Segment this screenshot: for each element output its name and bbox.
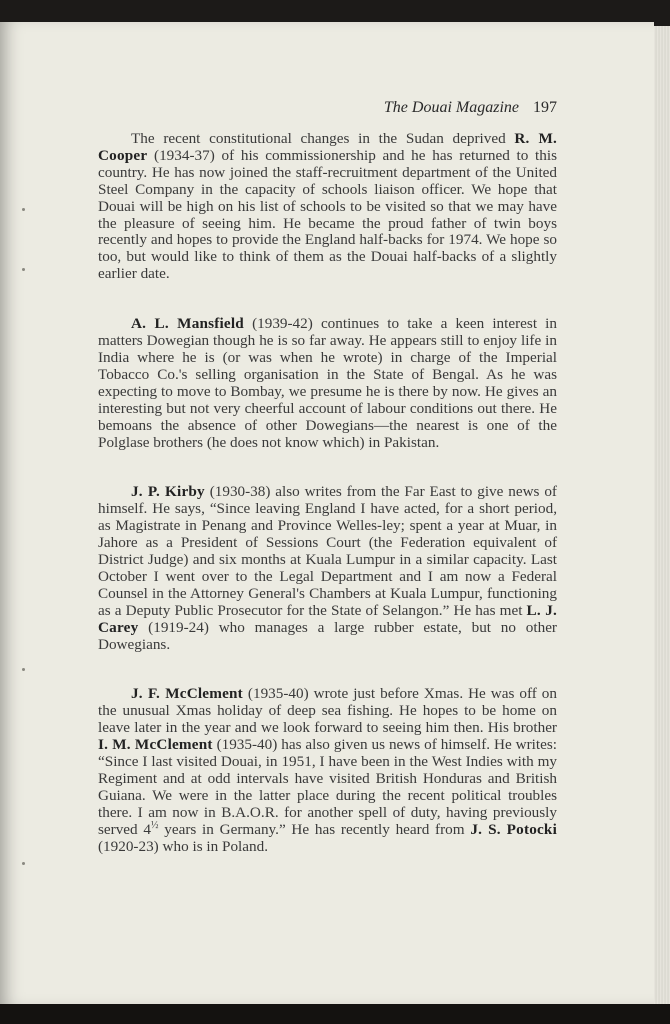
person-name: A. L. Mansfield [131,315,244,333]
person-name: J. P. Kirby [131,483,205,501]
margin-mark [22,208,25,211]
margin-mark [22,268,25,271]
person-name: I. M. McClement [98,736,213,754]
magazine-title: The Douai Magazine [383,99,519,116]
article-body [98,131,557,856]
paragraph-text: (1939-42) continues to take a keen interest in matters Dowegian though he is so far away. He appears still to enjoy life in India where he is (or was when he wrote) in charge of the Imperial Tobacco Co.'s selling organisation in the State of Bengal. As he was expecting to move to Bombay, we presume he is there by now. He gives an interesting but not very cheerful account of labour conditions out there. He bemoans the absence of other Dowegians—the nearest is one of the Polglase brothers (he does not know which) in Pakistan. [98,315,557,451]
paragraph [98,686,557,855]
person-name: L. J. Carey [98,601,557,636]
paragraph-text: (1919-24) who manages a large rubber estate, but no other Dowegians. [98,618,557,653]
paragraph-text: years in Germany.” He has recently heard from [158,820,471,838]
paragraph-text: (1934-37) of his commissionership and he has returned to this country. He has now joined the staff-recruitment department of the United Steel Company in the capacity of schools liaison officer. We hope that Douai will be high on his list of schools to be visited so that we may have the pleasure of seeing him. He became the proud father of twin boys recently and hopes to provide the England half-backs for 1974. We hope so too, but would like to think of them as the Douai half-backs of a slightly earlier date. [98,146,557,283]
paragraph-text: (1930-38) also writes from the Far East to give news of himself. He says, “Since leaving England I have acted, for a short period, as Magistrate in Penang and Province Welles-ley; spent a year at Muar, in Jahore as a President of Sessions Court (the Federation equivalent of District Judge) and six months at Kuala Lumpur in a similar capacity. Last October I went over to the Legal Department and I am now a Federal Counsel in the Attorney General's Chambers at Kuala Lumpur, functioning as a Deputy Public Prosecutor for the State of Selangon.” He has met [98,483,557,619]
person-name: J. F. McClement [131,685,243,703]
paragraph [98,484,557,653]
person-name: J. S. Potocki [470,820,558,838]
paragraph-text: (1935-40) wrote just before Xmas. He was off on the unusual Xmas holiday of deep sea fishing. He hopes to be home on leave later in the year and we look forward to seeing him then. His brother [98,685,557,737]
paragraph-text: (1935-40) has also given us news of himself. He writes: “Since I last visited Douai, in 1951, I have been in the West Indies with my Regiment and at odd intervals have visited British Honduras and British Guiana. We were in the latter place during the recent political troubles there. I am now in B.A.O.R. for another spell of duty, having previously served 4 [98,736,557,838]
paragraph [98,316,557,451]
person-name: R. M. Cooper [98,130,557,164]
page-edge [654,26,670,1006]
scan-border [0,1004,670,1024]
page-number: 197 [533,99,557,116]
running-head [384,99,557,117]
fraction: ½ [151,819,159,831]
margin-mark [22,862,25,865]
paragraph-text: (1920-23) who is in Poland. [98,837,269,855]
paragraph-text: The recent constitutional changes in the Sudan deprived [131,130,515,147]
paragraph [98,131,557,283]
margin-mark [22,668,25,671]
